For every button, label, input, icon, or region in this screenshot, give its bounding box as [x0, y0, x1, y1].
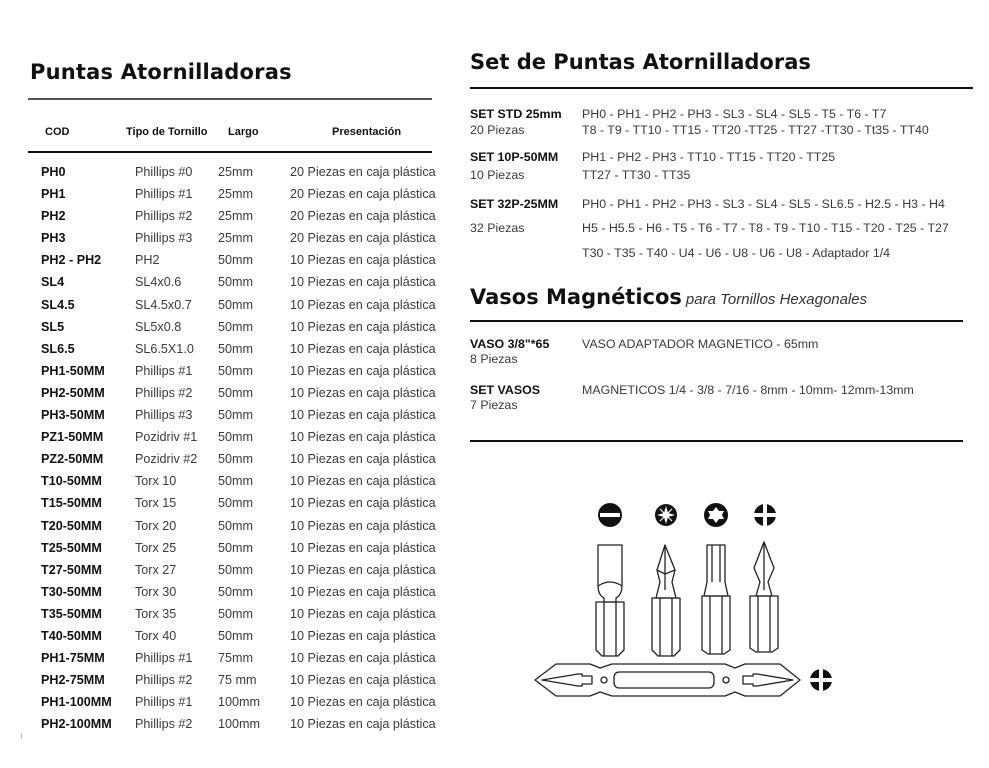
screwdriver-bits-illustration [520, 490, 840, 710]
vasos-title: Vasos Magnéticos [470, 285, 682, 309]
table-row [28, 362, 436, 384]
pozidriv-tip-icon [655, 504, 677, 526]
cell-largo: 50mm [218, 628, 253, 643]
title-divider [28, 98, 432, 100]
cell-tipo: SL4.5x0.7 [135, 297, 192, 312]
cell-tipo: Phillips #2 [135, 717, 193, 732]
cell-cod: T25-50MM [41, 540, 102, 555]
cell-tipo: Torx 30 [135, 584, 177, 599]
cell-tipo: Torx 10 [135, 474, 177, 489]
cell-presentacion: 20 Piezas en caja plástica [290, 209, 436, 224]
double-ended-bit-icon [535, 664, 800, 696]
cell-tipo: Phillips #3 [135, 408, 193, 423]
table-row [28, 715, 436, 737]
slotted-bit-icon [596, 545, 624, 656]
cell-presentacion: 10 Piezas en caja plástica [290, 651, 436, 666]
vasos-title-row [470, 285, 867, 309]
cell-cod: PH2-75MM [41, 673, 105, 688]
cell-presentacion: 10 Piezas en caja plástica [290, 319, 436, 334]
cell-cod: T40-50MM [41, 628, 102, 643]
cell-largo: 50mm [218, 562, 253, 577]
sets-divider [470, 87, 973, 89]
cell-cod: T15-50MM [41, 496, 102, 511]
cell-cod: PH1-100MM [41, 695, 112, 710]
cell-largo: 50mm [218, 297, 253, 312]
set-line: TT27 - TT30 - TT35 [582, 168, 691, 182]
cell-largo: 50mm [218, 496, 253, 511]
set-line: PH0 - PH1 - PH2 - PH3 - SL3 - SL4 - SL5 - T5 - T6 - T7 [582, 107, 887, 121]
cell-largo: 25mm [218, 165, 253, 179]
cell-cod: T30-50MM [41, 584, 102, 599]
header-cod: COD [45, 126, 70, 138]
table-row [28, 384, 436, 406]
set-name: SET 10P-50MM [470, 150, 559, 164]
header-tipo: Tipo de Tornillo [126, 126, 208, 138]
cell-tipo: SL5x0.8 [135, 319, 182, 334]
set-name: SET STD 25mm [470, 107, 562, 121]
table-row [28, 340, 436, 362]
cell-cod: SL5 [41, 319, 65, 334]
cell-presentacion: 10 Piezas en caja plástica [290, 452, 436, 467]
cell-presentacion: 10 Piezas en caja plástica [290, 628, 436, 643]
cell-presentacion: 10 Piezas en caja plástica [290, 496, 436, 511]
cell-cod: PH1-75MM [41, 651, 105, 666]
header-divider [28, 151, 432, 153]
cell-largo: 100mm [218, 695, 260, 710]
cell-tipo: Torx 20 [135, 518, 177, 533]
vaso-name: VASO 3/8"*65 [470, 337, 550, 351]
cell-tipo: Torx 40 [135, 628, 177, 643]
cell-tipo: Torx 35 [135, 606, 177, 621]
cell-presentacion: 20 Piezas en caja plástica [290, 165, 436, 179]
cell-presentacion: 10 Piezas en caja plástica [290, 474, 436, 489]
cell-cod: PH3-50MM [41, 408, 105, 423]
slotted-tip-icon [598, 503, 622, 527]
cell-presentacion: 10 Piezas en caja plástica [290, 540, 436, 555]
cell-tipo: Phillips #2 [135, 385, 193, 400]
cell-largo: 50mm [218, 606, 253, 621]
table-row [28, 273, 436, 295]
table-row [28, 517, 436, 539]
cell-tipo: Torx 15 [135, 496, 177, 511]
set-line: T8 - T9 - TT10 - TT15 - TT20 -TT25 - TT27 -TT30 - Tt35 - TT40 [582, 123, 929, 137]
edge-mark [21, 733, 22, 739]
cell-cod: PH2 [41, 209, 66, 224]
table-row [28, 472, 436, 494]
table-header [28, 126, 432, 142]
cell-cod: PH2 - PH2 [41, 253, 102, 268]
cell-largo: 50mm [218, 319, 253, 334]
cell-largo: 50mm [218, 341, 253, 356]
vaso-qty: 8 Piezas [470, 352, 518, 366]
set-qty: 10 Piezas [470, 168, 525, 182]
cell-cod: SL6.5 [41, 341, 75, 356]
cell-presentacion: 20 Piezas en caja plástica [290, 231, 436, 246]
cell-tipo: Pozidriv #2 [135, 452, 198, 467]
table-row [28, 583, 436, 605]
cell-largo: 50mm [218, 253, 253, 268]
cell-tipo: Phillips #0 [135, 165, 193, 179]
header-largo: Largo [228, 126, 259, 138]
vasos-subtitle: para Tornillos Hexagonales [685, 291, 868, 308]
set-qty: 32 Piezas [470, 221, 525, 235]
set-qty: 20 Piezas [470, 123, 525, 137]
cell-tipo: PH2 [135, 253, 160, 268]
cell-presentacion: 10 Piezas en caja plástica [290, 275, 436, 290]
table-row [28, 406, 436, 428]
set-name: SET 32P-25MM [470, 197, 559, 211]
cell-largo: 25mm [218, 231, 253, 246]
cell-presentacion: 10 Piezas en caja plástica [290, 430, 436, 445]
table-row [28, 539, 436, 561]
puntas-title: Puntas Atornilladoras [30, 60, 292, 84]
cell-cod: PH0 [41, 165, 66, 179]
cell-tipo: Phillips #2 [135, 673, 193, 688]
cell-cod: PH3 [41, 231, 66, 246]
cell-presentacion: 10 Piezas en caja plástica [290, 584, 436, 599]
set-line: PH0 - PH1 - PH2 - PH3 - SL3 - SL4 - SL5 - SL6.5 - H2.5 - H3 - H4 [582, 197, 945, 211]
cell-largo: 50mm [218, 540, 253, 555]
cell-cod: T20-50MM [41, 518, 102, 533]
cell-largo: 75 mm [218, 673, 257, 688]
cell-largo: 50mm [218, 275, 253, 290]
cell-cod: PH2-50MM [41, 385, 105, 400]
table-row [28, 494, 436, 516]
set-line: T30 - T35 - T40 - U4 - U6 - U8 - U6 - U8 - Adaptador 1/4 [582, 246, 891, 260]
cell-cod: PH1 [41, 187, 66, 202]
cell-tipo: Phillips #1 [135, 651, 193, 666]
cell-cod: T35-50MM [41, 606, 102, 621]
set-line: H5 - H5.5 - H6 - T5 - T6 - T7 - T8 - T9 - T10 - T15 - T20 - T25 - T27 [582, 221, 949, 235]
cell-largo: 25mm [218, 187, 253, 202]
header-presentacion: Presentación [332, 126, 402, 138]
table-row [28, 450, 436, 472]
puntas-table [28, 163, 436, 737]
table-row [28, 428, 436, 450]
table-row [28, 296, 436, 318]
cell-presentacion: 20 Piezas en caja plástica [290, 187, 436, 202]
cell-cod: SL4 [41, 275, 65, 290]
cell-largo: 50mm [218, 430, 253, 445]
cell-cod: PH1-50MM [41, 363, 105, 378]
sets-title: Set de Puntas Atornilladoras [470, 50, 811, 74]
table-row [28, 671, 436, 693]
bottom-divider [470, 440, 963, 442]
table-row [28, 207, 436, 229]
vaso-desc: MAGNETICOS 1/4 - 3/8 - 7/16 - 8mm - 10mm- 12mm-13mm [582, 383, 914, 397]
cell-largo: 50mm [218, 385, 253, 400]
cell-tipo: Pozidriv #1 [135, 430, 198, 445]
phillips-bit-icon [750, 542, 778, 652]
table-row [28, 163, 436, 185]
cell-cod: PZ2-50MM [41, 452, 104, 467]
vaso-name: SET VASOS [470, 383, 540, 397]
cell-presentacion: 10 Piezas en caja plástica [290, 717, 436, 732]
cell-tipo: Phillips #1 [135, 363, 193, 378]
phillips-tip-icon [754, 504, 776, 526]
cell-largo: 100mm [218, 717, 260, 732]
cell-cod: PH2-100MM [41, 717, 112, 732]
cell-presentacion: 10 Piezas en caja plástica [290, 673, 436, 688]
cell-tipo: Torx 25 [135, 540, 177, 555]
cell-tipo: Phillips #1 [135, 187, 193, 202]
cell-presentacion: 10 Piezas en caja plástica [290, 297, 436, 312]
cell-cod: PZ1-50MM [41, 430, 104, 445]
table-row [28, 318, 436, 340]
table-row [28, 251, 436, 273]
set-line: PH1 - PH2 - PH3 - TT10 - TT15 - TT20 - TT25 [582, 150, 836, 164]
vaso-desc: VASO ADAPTADOR MAGNETICO - 65mm [582, 337, 819, 351]
cell-tipo: Phillips #2 [135, 209, 193, 224]
pozidriv-bit-icon [652, 545, 680, 656]
cell-presentacion: 10 Piezas en caja plástica [290, 341, 436, 356]
cell-largo: 25mm [218, 209, 253, 224]
torx-bit-icon [702, 545, 730, 654]
cell-presentacion: 10 Piezas en caja plástica [290, 562, 436, 577]
table-row [28, 185, 436, 207]
cell-largo: 75mm [218, 651, 253, 666]
cell-presentacion: 10 Piezas en caja plástica [290, 518, 436, 533]
cell-largo: 50mm [218, 363, 253, 378]
cell-tipo: SL6.5X1.0 [135, 341, 194, 356]
cell-largo: 50mm [218, 474, 253, 489]
table-row [28, 649, 436, 671]
cell-largo: 50mm [218, 584, 253, 599]
vaso-qty: 7 Piezas [470, 398, 518, 412]
cell-presentacion: 10 Piezas en caja plástica [290, 385, 436, 400]
cell-largo: 50mm [218, 518, 253, 533]
cell-tipo: Phillips #1 [135, 695, 193, 710]
cell-tipo: SL4x0.6 [135, 275, 182, 290]
vasos-divider [470, 320, 963, 322]
table-row [28, 561, 436, 583]
torx-tip-icon [704, 503, 728, 527]
cell-largo: 50mm [218, 408, 253, 423]
cell-presentacion: 10 Piezas en caja plástica [290, 606, 436, 621]
cell-presentacion: 10 Piezas en caja plástica [290, 363, 436, 378]
cell-presentacion: 10 Piezas en caja plástica [290, 695, 436, 710]
cell-cod: T10-50MM [41, 474, 102, 489]
cell-presentacion: 10 Piezas en caja plástica [290, 408, 436, 423]
table-row [28, 605, 436, 627]
cell-cod: SL4.5 [41, 297, 75, 312]
cell-largo: 50mm [218, 452, 253, 467]
phillips-tip-icon [810, 669, 832, 691]
cell-tipo: Phillips #3 [135, 231, 193, 246]
table-row [28, 693, 436, 715]
table-row [28, 627, 436, 649]
cell-cod: T27-50MM [41, 562, 102, 577]
table-row [28, 229, 436, 251]
cell-presentacion: 10 Piezas en caja plástica [290, 253, 436, 268]
cell-tipo: Torx 27 [135, 562, 177, 577]
